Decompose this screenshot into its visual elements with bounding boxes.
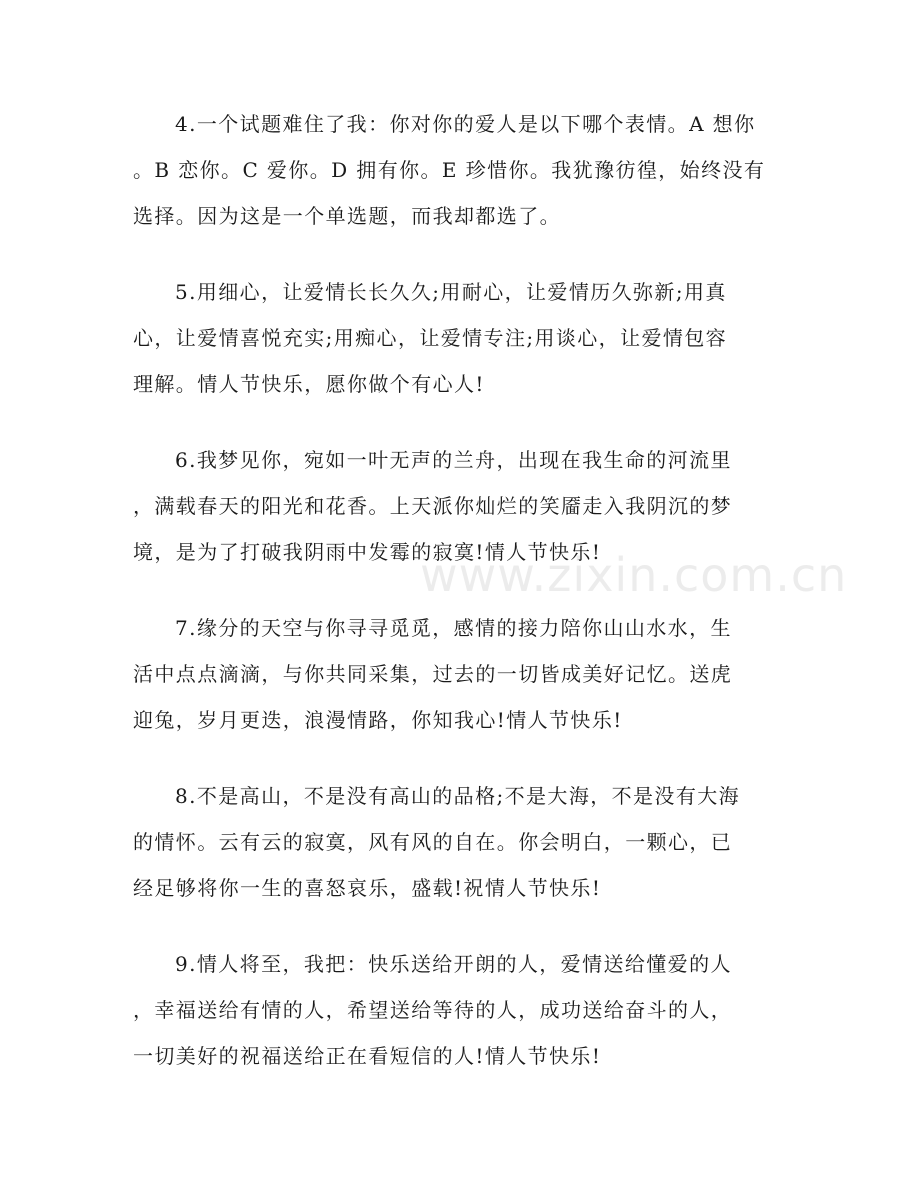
paragraph-line: 境，是为了打破我阴雨中发霉的寂寞!情人节快乐!: [133, 540, 602, 564]
paragraph-6: [133, 437, 787, 575]
paragraph-line: 。B 恋你。C 爱你。D 拥有你。E 珍惜你。我犹豫彷徨，始终没有: [133, 158, 766, 182]
watermark: www.zixin.com.cn: [420, 548, 848, 602]
paragraph-line: 的情怀。云有云的寂寞，风有风的自在。你会明白，一颗心，已: [133, 830, 733, 854]
paragraph-9: [133, 941, 787, 1079]
paragraph-line: 4.一个试题难住了我：你对你的爱人是以下哪个表情。A 想你: [175, 112, 756, 136]
paragraph-line: ，幸福送给有情的人，希望送给等待的人，成功送给奋斗的人，: [133, 998, 733, 1022]
paragraph-line: 心，让爱情喜悦充实;用痴心，让爱情专注;用谈心，让爱情包容: [133, 326, 728, 350]
paragraph-line: 5.用细心，让爱情长长久久;用耐心，让爱情历久弥新;用真: [175, 280, 727, 304]
paragraph-line: 迎兔，岁月更迭，浪漫情路，你知我心!情人节快乐!: [133, 708, 623, 732]
paragraph-line: 经足够将你一生的喜怒哀乐，盛载!祝情人节快乐!: [133, 876, 602, 900]
paragraph-line: 理解。情人节快乐，愿你做个有心人!: [133, 372, 485, 396]
paragraph-line: ，满载春天的阳光和花香。上天派你灿烂的笑靥走入我阴沉的梦: [133, 494, 733, 518]
paragraph-5: [133, 269, 787, 407]
paragraph-4: [133, 101, 787, 239]
paragraph-line: 6.我梦见你，宛如一叶无声的兰舟，出现在我生命的河流里: [175, 448, 732, 472]
paragraph-8: [133, 773, 787, 911]
paragraph-line: 活中点点滴滴，与你共同采集，过去的一切皆成美好记忆。送虎: [133, 662, 733, 686]
paragraph-line: 7.缘分的天空与你寻寻觅觅，感情的接力陪你山山水水，生: [175, 616, 732, 640]
paragraph-7: [133, 605, 787, 743]
paragraph-line: 选择。因为这是一个单选题，而我却都选了。: [133, 204, 561, 228]
document-body: [133, 101, 787, 1109]
paragraph-line: 8.不是高山，不是没有高山的品格;不是大海，不是没有大海: [175, 784, 741, 808]
paragraph-line: 9.情人将至，我把：快乐送给开朗的人，爱情送给懂爱的人: [175, 952, 732, 976]
paragraph-line: 一切美好的祝福送给正在看短信的人!情人节快乐!: [133, 1044, 602, 1068]
